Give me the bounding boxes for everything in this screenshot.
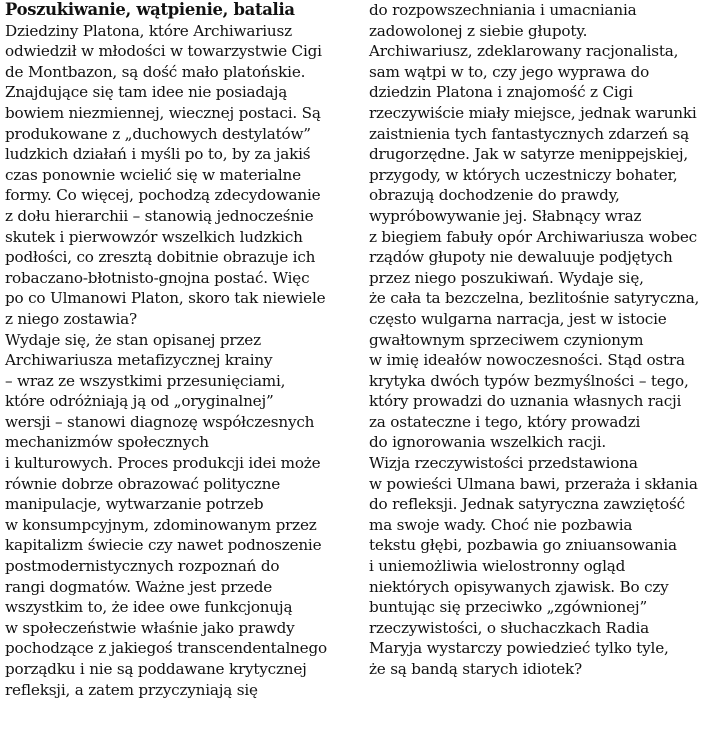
text-line: wersji – stanowi diagnozę współczesnych (5, 412, 315, 431)
text-line: – wraz ze wszystkimi przesunięciami, (5, 371, 286, 390)
text-line: gwałtownym sprzeciwem czynionym (369, 330, 644, 349)
text-line: który prowadzi do uznania własnych racji (369, 392, 682, 411)
right-column (369, 0, 711, 680)
text-line: produkowane z „duchowych destylatów” (5, 124, 311, 143)
text-line: równie dobrze obrazować polityczne (5, 474, 280, 493)
text-line: z biegiem fabuły opór Archiwariusza wobec (369, 227, 697, 246)
text-line: Maryja wystarczy powiedzieć tylko tyle, (369, 639, 669, 658)
text-line: zadowolonej z siebie głupoty. (369, 21, 588, 40)
text-line: rządów głupoty nie dewaluuje podjętych (369, 248, 673, 267)
text-line: w społeczeństwie właśnie jako prawdy (5, 618, 295, 637)
text-line: Archiwariusz, zdeklarowany racjonalista, (369, 42, 679, 61)
text-line: czas ponownie wcielić się w materialne (5, 165, 301, 184)
text-line: i kulturowych. Proces produkcji idei może (5, 454, 321, 473)
text-line: często wulgarna narracja, jest w istocie (369, 309, 667, 328)
text-line: że są bandą starych idiotek? (369, 660, 582, 678)
text-line: tekstu głębi, pozbawia go zniuansowania (369, 536, 677, 555)
text-line: wypróbowywanie jej. Słabnący wraz (369, 206, 642, 225)
text-line: skutek i pierwowzór wszelkich ludzkich (5, 227, 303, 246)
text-line: wszystkim to, że idee owe funkcjonują (5, 598, 293, 617)
text-line: bowiem niezmiennej, wiecznej postaci. Są (5, 103, 321, 122)
text-line: ludzkich działań i myśli po to, by za jakiś (5, 145, 311, 164)
text-line: obrazują dochodzenie do prawdy, (369, 186, 620, 205)
text-line: z dołu hierarchii – stanowią jednocześnie (5, 206, 314, 225)
text-line: za ostateczne i tego, który prowadzi (369, 412, 641, 431)
text-line: przygody, w których uczestniczy bohater, (369, 165, 678, 184)
text-line: refleksji, a zatem przyczyniają się (5, 680, 258, 699)
text-line: buntując się przeciwko „zgównionej” (369, 598, 648, 617)
text-line: rzeczywiście miały miejsce, jednak warunki (369, 103, 697, 122)
text-line: które odróżniają ją od „oryginalnej” (5, 392, 274, 411)
text-line: ma swoje wady. Choć nie pozbawia (369, 515, 633, 534)
text-line: zaistnienia tych fantastycznych zdarzeń są (369, 124, 689, 143)
text-line: że cała ta bezczelna, bezlitośnie satyryczna, (369, 289, 700, 308)
text-line: do rozpowszechniania i umacniania (369, 1, 637, 19)
text-line: niektórych opisywanych zjawisk. Bo czy (369, 577, 669, 596)
text-line: w konsumpcyjnym, zdominowanym przez (5, 515, 317, 534)
text-line: pochodzące z jakiegoś transcendentalnego (5, 639, 327, 658)
text-line: w powieści Ulmana bawi, przeraża i skłania (369, 474, 698, 493)
text-line: rzeczywistości, o słuchaczkach Radia (369, 618, 650, 637)
text-line: postmodernistycznych rozpoznań do (5, 557, 280, 576)
text-line: manipulacje, wytwarzanie potrzeb (5, 495, 264, 514)
article-heading: Poszukiwanie, wątpienie, batalia (5, 0, 295, 19)
text-line: formy. Co więcej, pochodzą zdecydowanie (5, 186, 321, 205)
text-line: w imię ideałów nowoczesności. Stąd ostra (369, 351, 685, 370)
text-line: mechanizmów społecznych (5, 433, 209, 452)
text-line: i uniemożliwia wielostronny ogląd (369, 557, 626, 576)
text-line: Znajdujące się tam idee nie posiadają (5, 83, 288, 102)
text-line: kapitalizm świecie czy nawet podnoszenie (5, 536, 322, 555)
text-line: porządku i nie są poddawane krytycznej (5, 660, 307, 678)
text-line: Dziedziny Platona, które Archiwariusz (5, 21, 292, 40)
text-line: krytyka dwóch typów bezmyślności – tego, (369, 371, 689, 390)
left-column (5, 0, 355, 700)
text-line: Wizja rzeczywistości przedstawiona (369, 454, 638, 473)
text-line: rangi dogmatów. Ważne jest przede (5, 577, 273, 596)
text-line: przez niego poszukiwań. Wydaje się, (369, 268, 644, 287)
text-line: do refleksji. Jednak satyryczna zawziętość (369, 495, 685, 514)
text-line: robaczano-błotnisto-gnojna postać. Więc (5, 268, 310, 287)
text-line: do ignorowania wszelkich racji. (369, 433, 607, 452)
text-line: Archiwariusza metafizycznej krainy (5, 351, 273, 370)
text-line: dziedzin Platona i znajomość z Cigi (369, 83, 633, 102)
text-line: sam wątpi w to, czy jego wyprawa do (369, 62, 650, 81)
text-line: podłości, co zresztą dobitnie obrazuje ich (5, 248, 316, 267)
text-line: Wydaje się, że stan opisanej przez (5, 330, 261, 349)
text-line: z niego zostawia? (5, 309, 137, 328)
text-line: po co Ulmanowi Platon, skoro tak niewiele (5, 289, 326, 308)
text-line: de Montbazon, są dość mało platońskie. (5, 62, 306, 81)
text-line: odwiedził w młodości w towarzystwie Cigi (5, 42, 322, 61)
text-line: drugorzędne. Jak w satyrze menippejskiej, (369, 145, 688, 164)
